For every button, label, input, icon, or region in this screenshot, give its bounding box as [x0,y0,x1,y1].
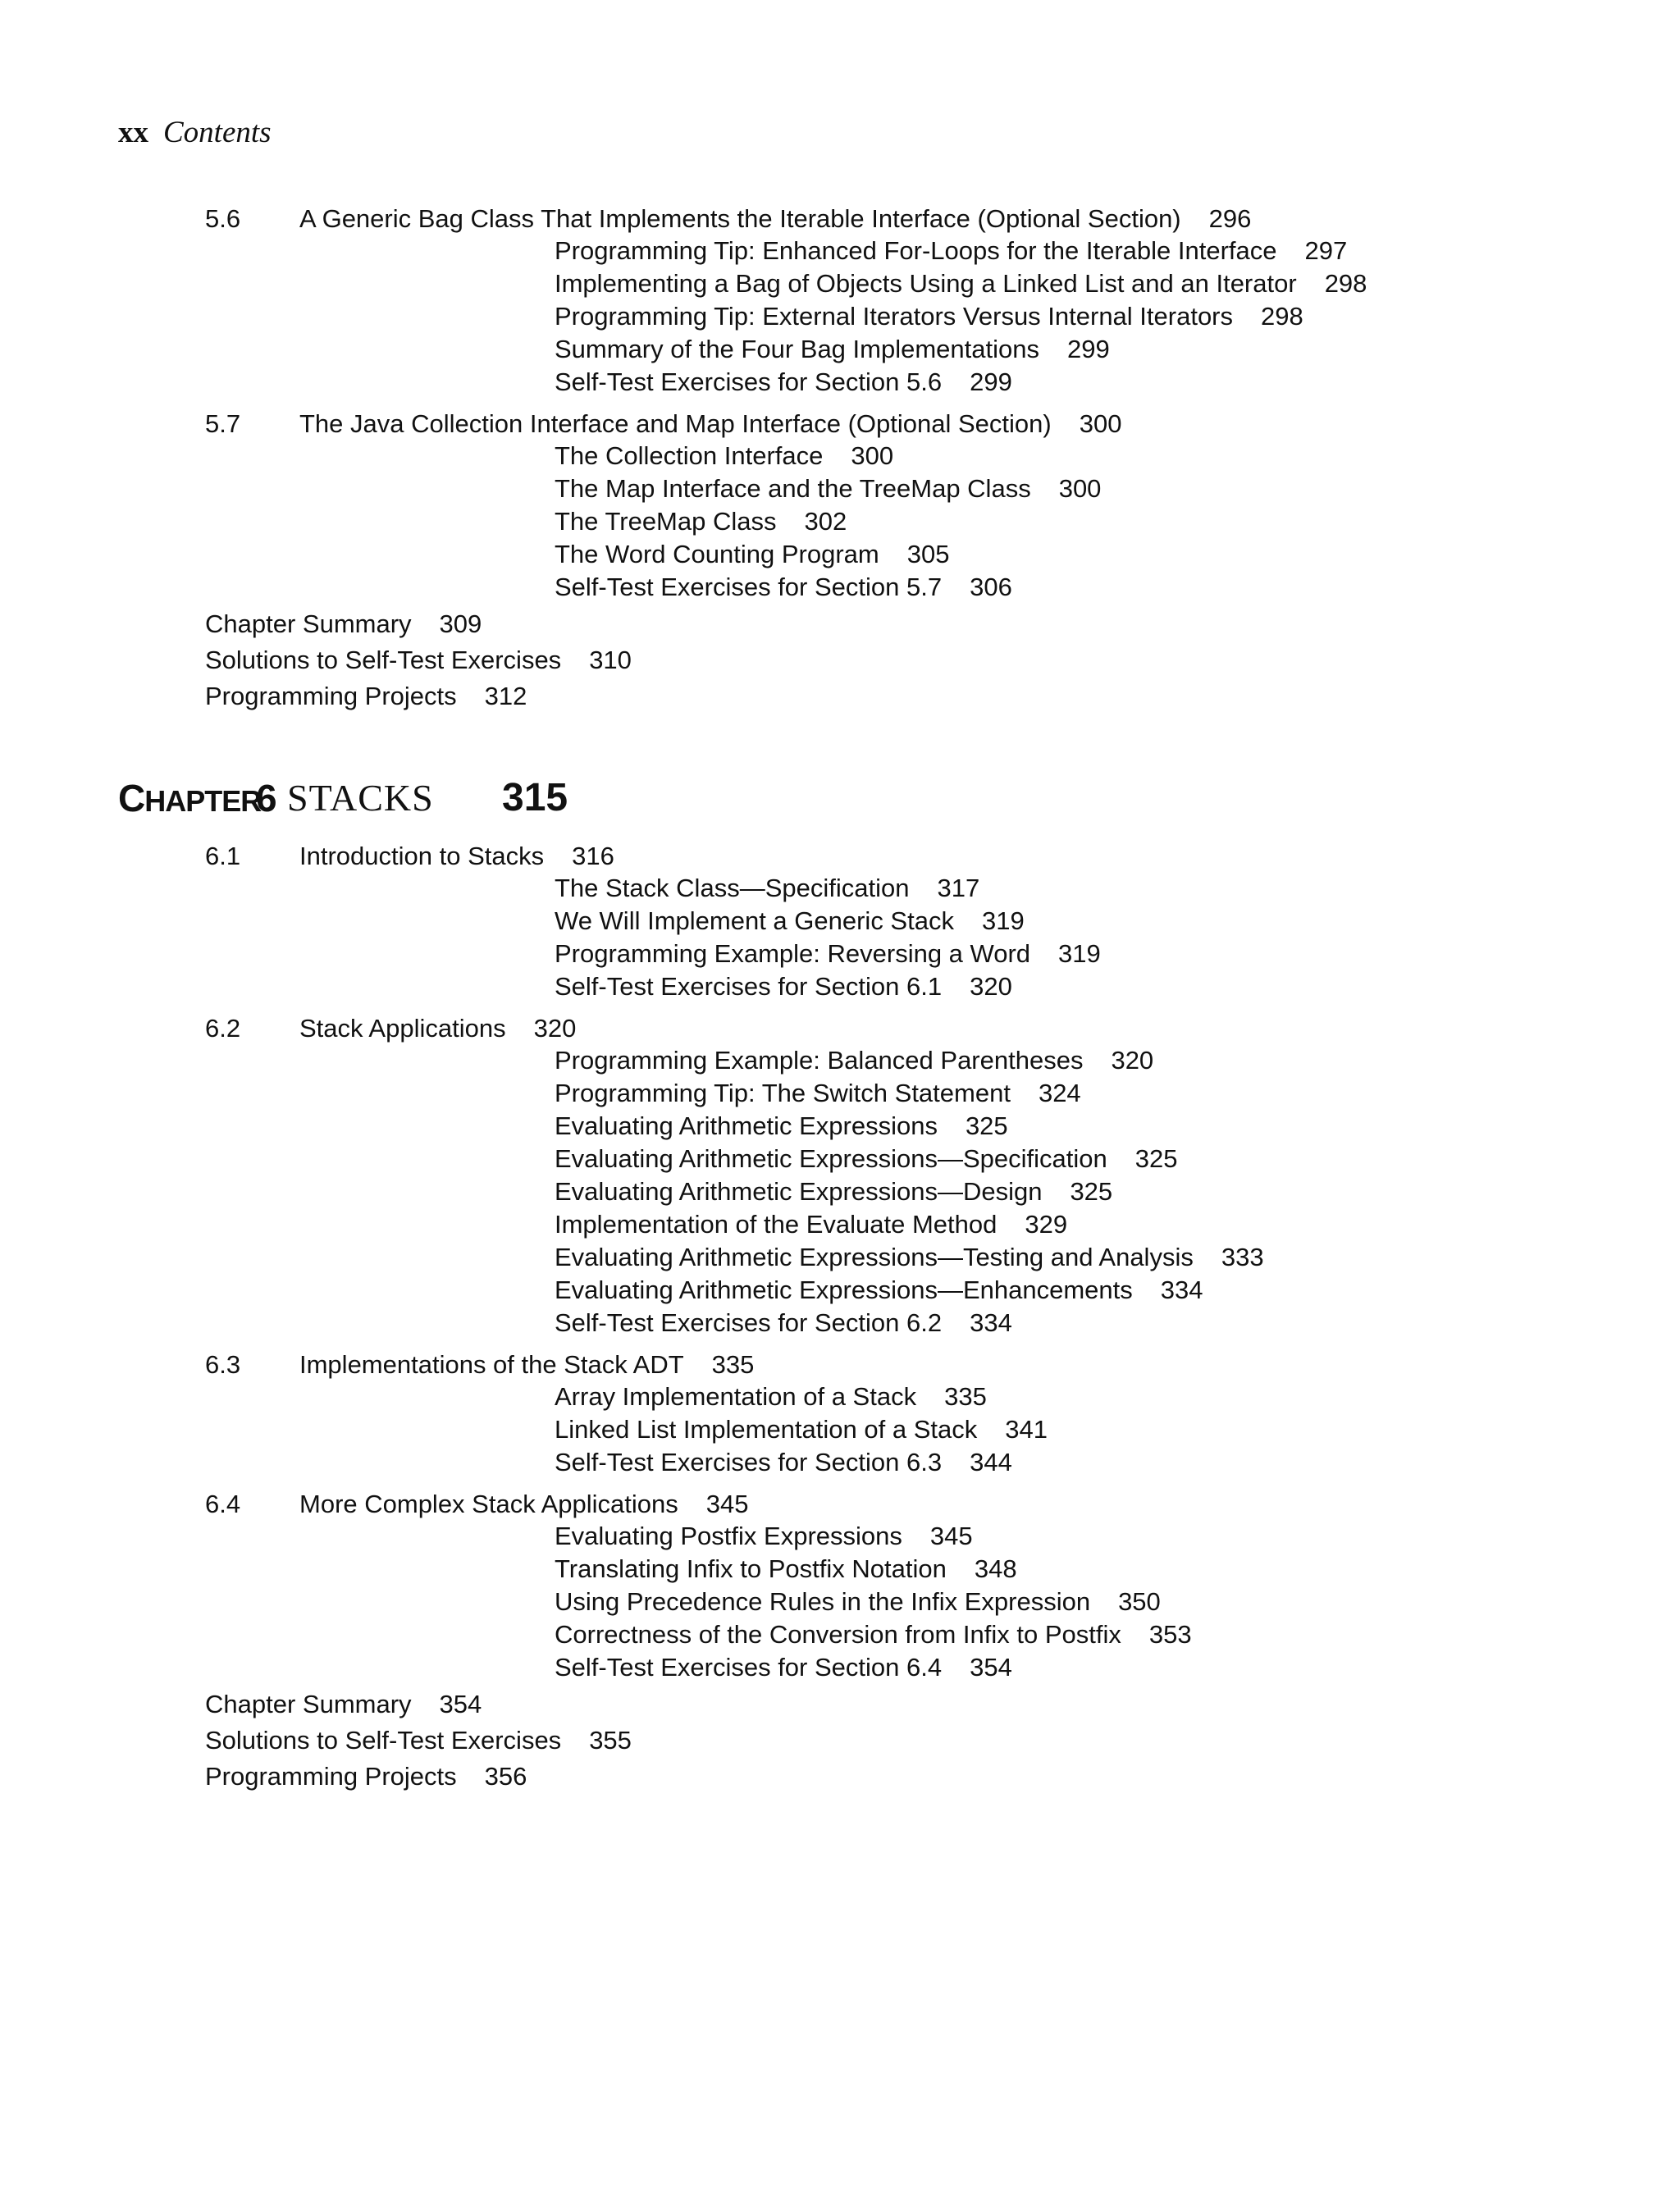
toc-chapter-end-entry [205,644,632,677]
entry-title: Programming Tip: Enhanced For-Loops for the Iterable Interface [555,236,1277,265]
entry-title: Programming Example: Balanced Parentheses [555,1046,1084,1075]
entry-title: Evaluating Arithmetic Expressions—Specification [555,1144,1107,1173]
section-title [299,1012,576,1045]
section-number: 6.4 [205,1490,241,1518]
page-number: 310 [589,646,632,674]
page-number: 320 [533,1014,577,1043]
section-title [299,203,1251,235]
section-title [299,1488,749,1521]
page-folio: xx [118,116,148,149]
page-number: 354 [439,1690,482,1718]
toc-subentry [555,1143,1177,1175]
entry-title: Programming Projects [205,682,457,710]
page-number: 350 [1118,1587,1161,1616]
page-number: 345 [705,1490,749,1518]
toc-subentry [555,1110,1008,1143]
page-number: 316 [572,842,614,870]
section-title-text: Introduction to Stacks [299,842,545,870]
entry-title: The TreeMap Class [555,507,777,536]
page-number: 299 [970,367,1012,396]
toc-subentry [555,235,1347,267]
toc-subentry [555,1651,1012,1684]
page-number: 355 [589,1726,632,1755]
entry-title: Self-Test Exercises for Section 6.2 [555,1308,943,1337]
page-number: 333 [1221,1243,1264,1271]
toc-subentry [555,1208,1067,1241]
page-number: 356 [484,1762,527,1791]
entry-title: Programming Projects [205,1762,457,1791]
entry-title: Summary of the Four Bag Implementations [555,335,1039,363]
section-title [299,408,1121,440]
section-title-text: The Java Collection Interface and Map Interface (Optional Section) [299,409,1052,438]
toc-subentry [555,1381,987,1413]
entry-title: The Word Counting Program [555,540,879,568]
entry-title: Solutions to Self-Test Exercises [205,646,562,674]
page-number: 309 [439,609,482,638]
chapter-title: STACKS [287,777,434,819]
entry-title: Self-Test Exercises for Section 6.1 [555,972,943,1001]
page-number: 320 [1111,1046,1154,1075]
toc-subentry [555,1553,1017,1586]
page-number: 320 [970,972,1012,1001]
toc-subentry [555,366,1012,399]
section-number: 5.7 [205,409,241,438]
toc-subentry [555,1077,1081,1110]
toc-subentry [555,1618,1192,1651]
entry-title: Programming Example: Reversing a Word [555,939,1031,968]
toc-chapter-end-entry [205,1688,482,1721]
page-number: 299 [1066,335,1110,363]
page-number: 335 [711,1350,755,1379]
toc-subentry [555,571,1012,604]
section-title-text: Stack Applications [299,1014,506,1043]
toc-subentry [555,1274,1203,1307]
toc-subentry [555,1307,1012,1339]
page-number: 319 [981,906,1025,935]
entry-title: Programming Tip: External Iterators Versus Internal Iterators [555,302,1234,331]
entry-title: Self-Test Exercises for Section 5.7 [555,573,943,601]
toc-subentry [555,872,979,905]
entry-title: Evaluating Arithmetic Expressions [555,1111,938,1140]
page-number: 319 [1058,939,1101,968]
entry-title: The Stack Class—Specification [555,874,910,902]
entry-title: The Map Interface and the TreeMap Class [555,474,1031,503]
section-title [299,1349,754,1381]
toc-subentry [555,472,1101,505]
toc-subentry [555,1241,1264,1274]
entry-title: Linked List Implementation of a Stack [555,1415,978,1444]
page-number: 302 [804,507,847,536]
entry-title: We Will Implement a Generic Stack [555,906,954,935]
running-head-label: Contents [163,116,272,149]
chapter-word-initial: C [118,777,145,819]
page-number: 300 [851,441,894,470]
chapter-number: 6 [256,777,277,819]
section-number: 6.2 [205,1014,241,1043]
toc-subentry [555,1586,1161,1618]
page-number: 296 [1208,204,1252,233]
page-number: 334 [1160,1276,1203,1304]
toc-subentry [555,538,949,571]
section-title-text: A Generic Bag Class That Implements the Iterable Interface (Optional Section) [299,204,1181,233]
toc-subentry [555,267,1367,300]
entry-title: Self-Test Exercises for Section 6.4 [555,1653,943,1682]
entry-title: Translating Infix to Postfix Notation [555,1554,947,1583]
toc-subentry [555,333,1110,366]
toc-subentry [555,1044,1153,1077]
chapter-word [118,777,261,823]
entry-title: Implementing a Bag of Objects Using a Linked List and an Iterator [555,269,1297,298]
entry-title: Array Implementation of a Stack [555,1382,917,1411]
entry-title: Evaluating Arithmetic Expressions—Testing and Analysis [555,1243,1194,1271]
entry-title: Solutions to Self-Test Exercises [205,1726,562,1755]
page-number: 354 [970,1653,1012,1682]
page-number: 348 [974,1554,1017,1583]
page-number: 353 [1148,1620,1192,1649]
section-title [299,840,614,873]
entry-title: Evaluating Postfix Expressions [555,1522,902,1550]
toc-subentry [555,938,1101,970]
section-number: 6.3 [205,1350,241,1379]
page-number: 345 [929,1522,973,1550]
page-number: 324 [1038,1079,1081,1107]
page-number: 325 [1134,1144,1178,1173]
page-number: 317 [937,874,980,902]
page-number: 297 [1304,236,1348,265]
toc-subentry [555,440,893,472]
toc-chapter-end-entry [205,1760,527,1793]
running-head [118,112,272,154]
page-number: 298 [1261,302,1303,331]
page-number: 305 [906,540,950,568]
toc-subentry [555,1446,1012,1479]
toc-chapter-end-entry [205,1724,632,1757]
page-number: 334 [970,1308,1012,1337]
toc-subentry [555,970,1012,1003]
entry-title: Evaluating Arithmetic Expressions—Enhancements [555,1276,1133,1304]
section-number: 5.6 [205,204,241,233]
page-number: 329 [1025,1210,1068,1239]
toc-subentry [555,1175,1112,1208]
toc-subentry [555,505,847,538]
toc-subentry [555,300,1303,333]
toc-subentry [555,1520,973,1553]
section-title-text: More Complex Stack Applications [299,1490,678,1518]
page-number: 344 [970,1448,1012,1476]
page-number: 325 [965,1111,1008,1140]
page-number: 306 [970,573,1012,601]
entry-title: Chapter Summary [205,1690,412,1718]
page-number: 298 [1324,269,1367,298]
section-number: 6.1 [205,842,241,870]
page-number: 325 [1070,1177,1113,1206]
entry-title: Chapter Summary [205,609,412,638]
toc-subentry [555,1413,1048,1446]
entry-title: Programming Tip: The Switch Statement [555,1079,1011,1107]
entry-title: Evaluating Arithmetic Expressions—Design [555,1177,1043,1206]
entry-title: Implementation of the Evaluate Method [555,1210,998,1239]
page-number: 312 [484,682,527,710]
chapter-word-rest: HAPTER [144,784,262,818]
section-title-text: Implementations of the Stack ADT [299,1350,684,1379]
entry-title: Self-Test Exercises for Section 5.6 [555,367,943,396]
page-number: 341 [1005,1415,1048,1444]
entry-title: Self-Test Exercises for Section 6.3 [555,1448,943,1476]
page-number: 335 [944,1382,987,1411]
entry-title: The Collection Interface [555,441,824,470]
chapter-page-number: 315 [502,776,568,819]
entry-title: Using Precedence Rules in the Infix Expression [555,1587,1091,1616]
page-number: 300 [1058,474,1102,503]
toc-chapter-end-entry [205,680,527,713]
toc-subentry [555,905,1025,938]
toc-chapter-end-entry [205,608,482,641]
page-number: 300 [1079,409,1122,438]
entry-title: Correctness of the Conversion from Infix to Postfix [555,1620,1121,1649]
